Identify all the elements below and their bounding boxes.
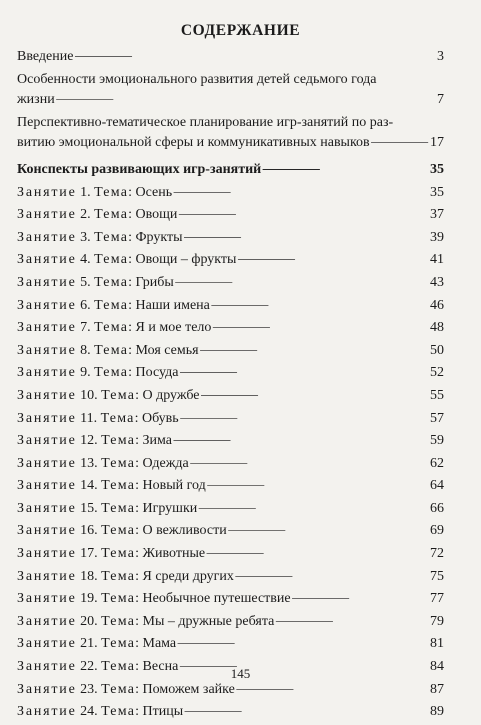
lesson-word: Занятие bbox=[17, 704, 77, 720]
lesson-label: Занятие 14. Тема: Новый год bbox=[17, 478, 206, 494]
dot-leader bbox=[178, 202, 429, 225]
lesson-topic: Мама bbox=[142, 636, 177, 652]
lesson-label: Занятие 21. Тема: Мама bbox=[17, 636, 177, 652]
dot-leader bbox=[177, 631, 429, 654]
lesson-label: Занятие 13. Тема: Одежда bbox=[17, 455, 189, 471]
lesson-label: Занятие 11. Тема: Обувь bbox=[17, 410, 179, 426]
lesson-word: Занятие bbox=[17, 320, 77, 336]
lesson-number: 9. bbox=[80, 365, 91, 381]
lesson-page: 35 bbox=[430, 184, 444, 200]
page-title: СОДЕРЖАНИЕ bbox=[180, 22, 301, 39]
lesson-tema-word: Тема bbox=[94, 320, 129, 336]
entry-label: Введение bbox=[17, 49, 74, 64]
lesson-tema-word: Тема bbox=[94, 229, 129, 245]
page-number: 145 bbox=[230, 666, 251, 681]
dot-leader bbox=[200, 338, 429, 361]
lesson-topic: О вежливости bbox=[142, 523, 227, 539]
lesson-number: 7. bbox=[80, 320, 91, 336]
lesson-number: 21. bbox=[80, 636, 98, 652]
entry-page: 17 bbox=[430, 135, 444, 151]
lesson-topic: Осень bbox=[135, 184, 173, 200]
lesson-page: 41 bbox=[430, 252, 444, 268]
lesson-number: 4. bbox=[80, 252, 91, 268]
lesson-page: 48 bbox=[430, 320, 444, 336]
lesson-page: 55 bbox=[430, 387, 444, 403]
lesson-label: Занятие 8. Тема: Моя семья bbox=[17, 342, 199, 358]
lesson-label: Занятие 23. Тема: Поможем зайке bbox=[17, 681, 235, 697]
lesson-topic: Весна bbox=[142, 659, 179, 675]
dot-leader bbox=[211, 293, 429, 316]
dot-leader bbox=[292, 586, 429, 609]
dot-leader bbox=[173, 428, 429, 451]
dot-leader bbox=[198, 496, 429, 519]
lesson-tema-word: Тема bbox=[101, 387, 136, 403]
dot-leader bbox=[237, 247, 429, 270]
lesson-number: 22. bbox=[80, 659, 98, 675]
lesson-number: 5. bbox=[80, 274, 91, 290]
dot-leader bbox=[371, 130, 429, 153]
lesson-number: 16. bbox=[80, 523, 98, 539]
lesson-word: Занятие bbox=[17, 500, 77, 516]
lesson-tema-word: Тема bbox=[94, 297, 129, 313]
lesson-tema-word: Тема bbox=[101, 433, 136, 449]
lesson-tema-word: Тема bbox=[94, 184, 129, 200]
entry-label: витию эмоциональной сферы и коммуникативных навыков bbox=[17, 135, 370, 151]
lesson-number: 20. bbox=[80, 613, 98, 629]
lesson-topic: Посуда bbox=[135, 365, 179, 381]
lesson-topic: Обувь bbox=[141, 410, 179, 426]
lesson-tema-word: Тема bbox=[101, 659, 136, 675]
lesson-tema-word: Тема bbox=[100, 410, 135, 426]
lesson-topic: Новый год bbox=[142, 478, 206, 494]
lesson-page: 52 bbox=[430, 365, 444, 381]
lesson-topic: О дружбе bbox=[142, 387, 200, 403]
lesson-number: 2. bbox=[80, 207, 91, 223]
lesson-page: 59 bbox=[430, 433, 444, 449]
lesson-word: Занятие bbox=[17, 229, 77, 245]
lesson-label: Занятие 7. Тема: Я и мое тело bbox=[17, 320, 212, 336]
dot-leader bbox=[190, 451, 429, 474]
lesson-tema-word: Тема bbox=[101, 568, 136, 584]
lesson-label: Занятие 2. Тема: Овощи bbox=[17, 207, 178, 223]
lesson-tema-word: Тема bbox=[101, 704, 136, 720]
lesson-topic: Наши имена bbox=[135, 297, 210, 313]
lesson-page: 69 bbox=[430, 523, 444, 539]
lesson-number: 19. bbox=[80, 591, 98, 607]
lesson-number: 17. bbox=[80, 546, 98, 562]
dot-leader bbox=[175, 270, 429, 293]
lesson-topic: Овощи bbox=[135, 207, 178, 223]
lesson-word: Занятие bbox=[17, 478, 77, 494]
lesson-number: 11. bbox=[80, 410, 98, 426]
dot-leader bbox=[207, 473, 429, 496]
dot-leader bbox=[206, 541, 429, 564]
lesson-number: 6. bbox=[80, 297, 91, 313]
lesson-word: Занятие bbox=[17, 433, 77, 449]
lesson-page: 87 bbox=[430, 681, 444, 697]
lesson-label: Занятие 3. Тема: Фрукты bbox=[17, 229, 183, 245]
lesson-tema-word: Тема bbox=[101, 681, 136, 697]
lesson-label: Занятие 4. Тема: Овощи – фрукты bbox=[17, 252, 237, 268]
lesson-topic: Я и мое тело bbox=[135, 320, 212, 336]
lesson-topic: Мы – дружные ребята bbox=[142, 613, 275, 629]
lesson-tema-word: Тема bbox=[101, 636, 136, 652]
lesson-number: 15. bbox=[80, 500, 98, 516]
lesson-word: Занятие bbox=[17, 365, 77, 381]
entry-label: жизни bbox=[17, 92, 55, 108]
lesson-topic: Моя семья bbox=[135, 342, 199, 358]
lesson-tema-word: Тема bbox=[101, 478, 136, 494]
lesson-word: Занятие bbox=[17, 568, 77, 584]
lesson-topic: Я среди других bbox=[142, 568, 234, 584]
lesson-word: Занятие bbox=[17, 274, 77, 290]
lesson-tema-word: Тема bbox=[101, 613, 136, 629]
lesson-label: Занятие 20. Тема: Мы – дружные ребята bbox=[17, 613, 275, 629]
lesson-label: Занятие 19. Тема: Необычное путешествие bbox=[17, 591, 291, 607]
lesson-word: Занятие bbox=[17, 546, 77, 562]
lesson-label: Занятие 12. Тема: Зима bbox=[17, 433, 172, 449]
lesson-topic: Необычное путешествие bbox=[142, 591, 291, 607]
entry-page: 7 bbox=[437, 92, 444, 108]
lesson-label: Занятие 9. Тема: Посуда bbox=[17, 365, 179, 381]
lesson-tema-word: Тема bbox=[101, 455, 136, 471]
dot-leader bbox=[235, 564, 429, 587]
toc-entry-introduction[interactable] bbox=[17, 47, 444, 70]
lesson-topic: Поможем зайке bbox=[142, 681, 235, 697]
dot-leader bbox=[275, 609, 429, 632]
lesson-tema-word: Тема bbox=[101, 500, 136, 516]
dot-leader bbox=[180, 406, 429, 429]
lesson-page: 66 bbox=[430, 500, 444, 516]
toc-entry-planning[interactable] bbox=[17, 113, 444, 156]
dot-leader bbox=[184, 699, 429, 722]
lesson-word: Занятие bbox=[17, 207, 77, 223]
lesson-number: 14. bbox=[80, 478, 98, 494]
lesson-number: 12. bbox=[80, 433, 98, 449]
lesson-label: Занятие 10. Тема: О дружбе bbox=[17, 387, 200, 403]
lesson-page: 46 bbox=[430, 297, 444, 313]
lesson-number: 23. bbox=[80, 681, 98, 697]
lesson-page: 72 bbox=[430, 546, 444, 562]
lesson-page: 64 bbox=[430, 478, 444, 494]
lesson-label: Занятие 24. Тема: Птицы bbox=[17, 704, 184, 720]
lesson-label: Занятие 15. Тема: Игрушки bbox=[17, 500, 198, 516]
dot-leader bbox=[228, 518, 429, 541]
lesson-topic: Грибы bbox=[135, 274, 174, 290]
lesson-label: Занятие 5. Тема: Грибы bbox=[17, 274, 174, 290]
lesson-number: 10. bbox=[80, 387, 98, 403]
lesson-tema-word: Тема bbox=[94, 207, 129, 223]
dot-leader bbox=[184, 225, 429, 248]
lesson-word: Занятие bbox=[17, 455, 77, 471]
dot-leader bbox=[179, 360, 429, 383]
lessons-list bbox=[17, 183, 444, 725]
lesson-tema-word: Тема bbox=[101, 591, 136, 607]
lesson-page: 81 bbox=[430, 636, 444, 652]
dot-leader bbox=[201, 383, 429, 406]
lesson-tema-word: Тема bbox=[101, 523, 136, 539]
toc-lesson-row[interactable] bbox=[17, 702, 444, 725]
entry-label-line: Перспективно-тематическое планирование игр-занятий по раз- bbox=[17, 114, 394, 130]
lesson-number: 13. bbox=[80, 455, 98, 471]
dot-leader bbox=[212, 315, 429, 338]
lesson-word: Занятие bbox=[17, 613, 77, 629]
lesson-word: Занятие bbox=[17, 342, 77, 358]
lesson-number: 8. bbox=[80, 342, 91, 358]
lesson-page: 89 bbox=[430, 704, 444, 720]
lesson-topic: Животные bbox=[142, 546, 206, 562]
lesson-topic: Птицы bbox=[142, 704, 184, 720]
lesson-label: Занятие 1. Тема: Осень bbox=[17, 184, 173, 200]
lesson-page: 75 bbox=[430, 568, 444, 584]
lesson-page: 39 bbox=[430, 229, 444, 245]
lesson-page: 77 bbox=[430, 591, 444, 607]
lesson-word: Занятие bbox=[17, 252, 77, 268]
lesson-word: Занятие bbox=[17, 591, 77, 607]
lesson-page: 62 bbox=[430, 455, 444, 471]
section-label: Конспекты развивающих игр-занятий bbox=[17, 161, 262, 177]
lesson-label: Занятие 18. Тема: Я среди других bbox=[17, 568, 234, 584]
lesson-topic: Одежда bbox=[142, 455, 189, 471]
dot-leader bbox=[74, 44, 436, 67]
toc-entry-emotional-development[interactable] bbox=[17, 70, 444, 113]
table-of-contents bbox=[17, 47, 444, 725]
lesson-word: Занятие bbox=[17, 523, 77, 539]
lesson-page: 57 bbox=[430, 410, 444, 426]
lesson-word: Занятие bbox=[17, 659, 77, 675]
lesson-word: Занятие bbox=[17, 410, 77, 426]
lesson-topic: Зима bbox=[142, 433, 172, 449]
lesson-page: 43 bbox=[430, 274, 444, 290]
lesson-tema-word: Тема bbox=[94, 252, 129, 268]
lesson-label: Занятие 16. Тема: О вежливости bbox=[17, 523, 227, 539]
dot-leader bbox=[56, 87, 436, 110]
lesson-word: Занятие bbox=[17, 184, 77, 200]
lesson-page: 50 bbox=[430, 342, 444, 358]
lesson-number: 3. bbox=[80, 229, 91, 245]
lesson-label: Занятие 22. Тема: Весна bbox=[17, 659, 179, 675]
lesson-tema-word: Тема bbox=[94, 365, 129, 381]
lesson-tema-word: Тема bbox=[94, 342, 129, 358]
lesson-word: Занятие bbox=[17, 636, 77, 652]
lesson-page: 37 bbox=[430, 207, 444, 223]
lesson-topic: Фрукты bbox=[135, 229, 183, 245]
lesson-word: Занятие bbox=[17, 297, 77, 313]
lesson-topic: Овощи – фрукты bbox=[135, 252, 237, 268]
lesson-number: 18. bbox=[80, 568, 98, 584]
lesson-number: 1. bbox=[80, 184, 91, 200]
section-page: 35 bbox=[430, 161, 444, 177]
lesson-tema-word: Тема bbox=[94, 274, 129, 290]
lesson-topic: Игрушки bbox=[142, 500, 198, 516]
lesson-page: 84 bbox=[430, 659, 444, 675]
dot-leader bbox=[173, 180, 429, 203]
lesson-label: Занятие 6. Тема: Наши имена bbox=[17, 297, 210, 313]
entry-page: 3 bbox=[437, 49, 444, 64]
lesson-tema-word: Тема bbox=[101, 546, 136, 562]
entry-label-line: Особенности эмоционального развития детей седьмого года bbox=[17, 71, 377, 87]
lesson-word: Занятие bbox=[17, 681, 77, 697]
lesson-number: 24. bbox=[80, 704, 98, 720]
dot-leader bbox=[262, 157, 429, 180]
lesson-label: Занятие 17. Тема: Животные bbox=[17, 546, 206, 562]
lesson-word: Занятие bbox=[17, 387, 77, 403]
lesson-page: 79 bbox=[430, 613, 444, 629]
